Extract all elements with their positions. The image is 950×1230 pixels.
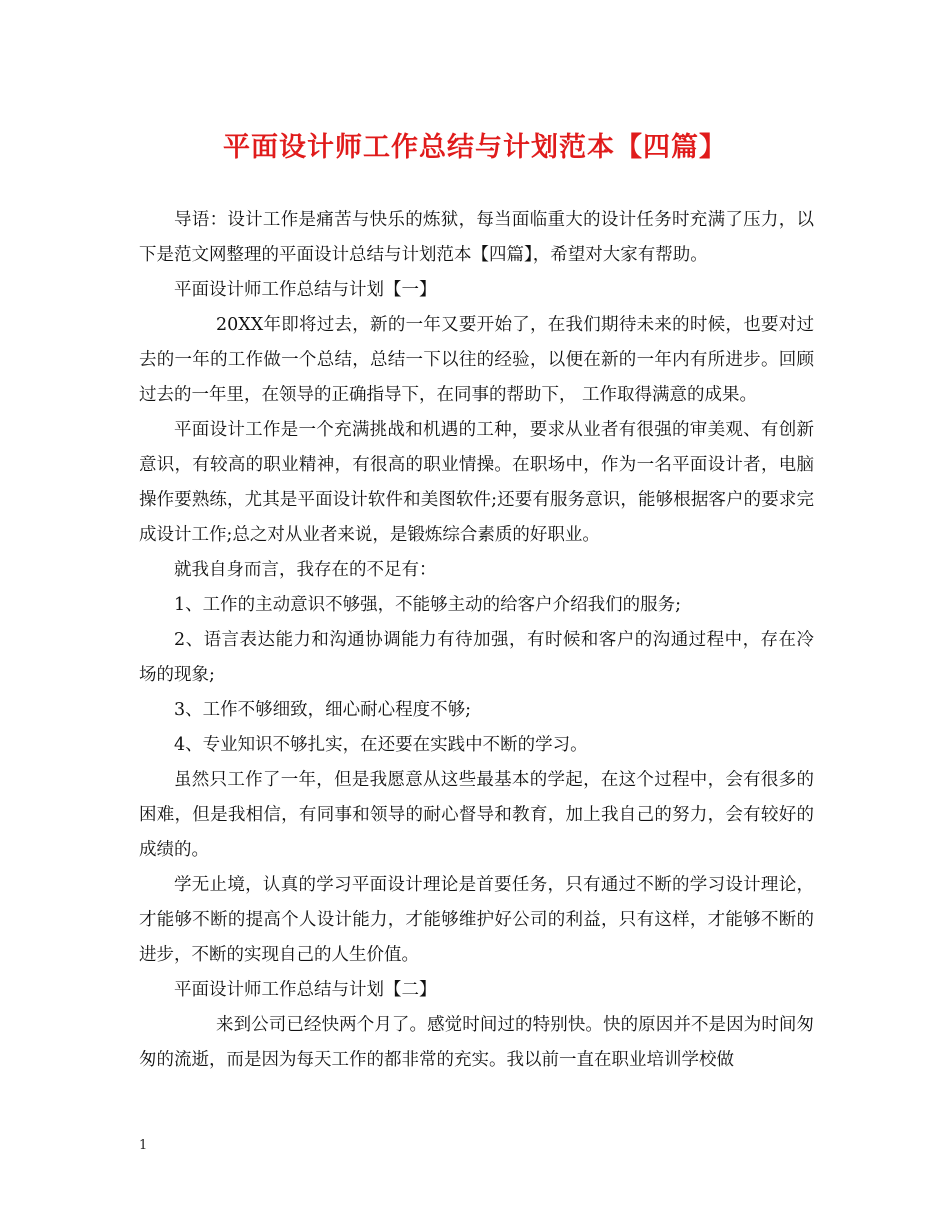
intro-paragraph: 导语：设计工作是痛苦与快乐的炼狱，每当面临重大的设计任务时充满了压力，以下是范文网整理的平面设计总结与计划范本【四篇】，希望对大家有帮助。 bbox=[139, 210, 814, 265]
body-paragraph: 学无止境，认真的学习平面设计理论是首要任务，只有通过不断的学习设计理论，才能够不断的提高个人设计能力，才能够维护好公司的利益，只有这样，才能够不断的进步，不断的实现自己的人生价值。 bbox=[139, 875, 814, 965]
body-paragraph: 平面设计工作是一个充满挑战和机遇的工种，要求从业者有很强的审美观、有创新意识，有较高的职业精神，有很高的职业情操。在职场中，作为一名平面设计者，电脑操作要熟练，尤其是平面设计软件和美图软件;还要有服务意识，能够根据客户的要求完成设计工作;总之对从业者来说，是锻炼综合素质的好职业。 bbox=[139, 420, 814, 545]
section-heading-1: 平面设计师工作总结与计划【一】 bbox=[174, 280, 437, 300]
body-paragraph: 虽然只工作了一年，但是我愿意从这些最基本的学起，在这个过程中，会有很多的困难，但是我相信，有同事和领导的耐心督导和教育，加上我自己的努力，会有较好的成绩的。 bbox=[139, 770, 814, 860]
list-item: 2、语言表达能力和沟通协调能力有待加强，有时候和客户的沟通过程中，存在冷场的现象; bbox=[139, 630, 814, 685]
section-heading-2: 平面设计师工作总结与计划【二】 bbox=[174, 980, 437, 1000]
list-item: 3、工作不够细致，细心耐心程度不够; bbox=[174, 700, 472, 720]
list-item: 4、专业知识不够扎实，在还要在实践中不断的学习。 bbox=[174, 735, 588, 755]
list-item: 1、工作的主动意识不够强，不能够主动的给客户介绍我们的服务; bbox=[174, 595, 682, 615]
body-paragraph: 就我自身而言，我存在的不足有： bbox=[174, 560, 437, 580]
body-paragraph: 来到公司已经快两个月了。感觉时间过的特别快。快的原因并不是因为时间匆匆的流逝，而是因为每天工作的都非常的充实。我以前一直在职业培训学校做 bbox=[139, 1015, 814, 1070]
document-body bbox=[139, 203, 814, 1078]
page-number: 1 bbox=[139, 1138, 148, 1153]
body-paragraph: 20XX年即将过去，新的一年又要开始了，在我们期待未来的时候，也要对过去的一年的工作做一个总结，总结一下以往的经验，以便在新的一年内有所进步。回顾过去的一年里，在领导的正确指导下，在同事的帮助下， 工作取得满意的成果。 bbox=[139, 315, 814, 405]
document-title: 平面设计师工作总结与计划范本【四篇】 bbox=[223, 132, 727, 163]
